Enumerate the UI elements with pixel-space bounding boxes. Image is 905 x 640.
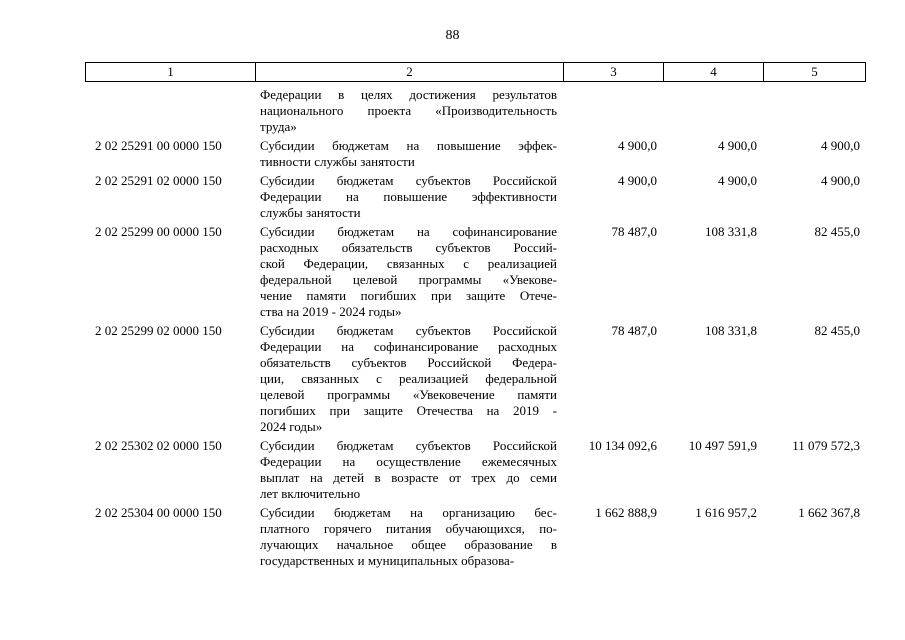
table-row: [85, 87, 864, 135]
budget-table-body: [85, 87, 864, 572]
description-line: погибших при защите Отечества на 2019 -: [260, 403, 557, 418]
description-line: государственных и муниципальных образова-: [260, 553, 515, 568]
description-line: Федерации на осуществление ежемесячных: [260, 454, 557, 469]
description: [255, 173, 563, 221]
description: [255, 87, 563, 135]
header-col-5: 5: [811, 64, 818, 79]
description-line: Федерации на софинансирование расходных: [260, 339, 557, 354]
description-line: Субсидии бюджетам субъектов Российской: [260, 173, 557, 188]
amount-col-3: 10 134 092,6: [588, 438, 657, 453]
description-line: целевой программы «Увековечение памяти: [260, 387, 557, 402]
description-line: федеральной целевой программы «Увекове-: [260, 272, 557, 287]
amount-col-5: [763, 87, 864, 135]
description-line: Федерации на повышение эффективности: [260, 189, 557, 204]
description-line: Федерации в целях достижения результатов: [260, 87, 557, 102]
description: [255, 224, 563, 320]
description-line: Субсидии бюджетам на софинансирование: [260, 224, 557, 239]
amount-col-5: 4 900,0: [821, 173, 860, 188]
budget-code: 2 02 25304 00 0000 150: [95, 505, 222, 520]
page-number: 88: [445, 28, 460, 43]
amount-col-4: 108 331,8: [705, 224, 757, 239]
amount-col-5: 1 662 367,8: [798, 505, 860, 520]
description: [255, 505, 563, 569]
description-line: выплат на детей в возрасте от трех до семи: [260, 470, 557, 485]
description: [255, 438, 563, 502]
description-line: ции, связанных с реализацией федеральной: [260, 371, 557, 386]
description-line: расходных обязательств субъектов Россий-: [260, 240, 557, 255]
table-row: [85, 438, 864, 502]
description-line: лучающих начальное общее образование в: [260, 537, 557, 552]
description-line: труда»: [260, 119, 297, 134]
description-line: обязательств субъектов Российской Федера-: [260, 355, 557, 370]
header-col-4: 4: [664, 63, 764, 81]
amount-col-4: 108 331,8: [705, 323, 757, 338]
description-line: платного горячего питания обучающихся, по-: [260, 521, 557, 536]
header-col-1: 1: [86, 63, 256, 81]
amount-col-5: 82 455,0: [814, 224, 860, 239]
table-row: [85, 323, 864, 435]
description-line: ской Федерации, связанных с реализацией: [260, 256, 557, 271]
amount-col-4: 4 900,0: [718, 138, 757, 153]
budget-code: 2 02 25302 02 0000 150: [95, 438, 222, 453]
table-row: [85, 173, 864, 221]
description-line: чение памяти погибших при защите Отече-: [260, 288, 557, 303]
amount-col-3: 4 900,0: [618, 138, 657, 153]
table-row: [85, 505, 864, 569]
description-line: службы занятости: [260, 205, 361, 220]
budget-code: 2 02 25299 02 0000 150: [95, 323, 222, 338]
description-line: 2024 годы»: [260, 419, 323, 434]
description: [255, 138, 563, 170]
description-line: Субсидии бюджетам субъектов Российской: [260, 438, 557, 453]
budget-code: 2 02 25299 00 0000 150: [95, 224, 222, 239]
amount-col-5: 4 900,0: [821, 138, 860, 153]
amount-col-4: 10 497 591,9: [688, 438, 757, 453]
table-row: [85, 138, 864, 170]
amount-col-4: [663, 87, 763, 135]
description-line: национального проекта «Производительность: [260, 103, 557, 118]
description-line: тивности службы занятости: [260, 154, 415, 169]
table-row: [85, 224, 864, 320]
description-line: Субсидии бюджетам на повышение эффек-: [260, 138, 557, 153]
budget-code: 2 02 25291 02 0000 150: [95, 173, 222, 188]
description-line: Субсидии бюджетам на организацию бес-: [260, 505, 557, 520]
amount-col-5: 82 455,0: [814, 323, 860, 338]
amount-col-4: 4 900,0: [718, 173, 757, 188]
amount-col-3: 1 662 888,9: [595, 505, 657, 520]
amount-col-5: 11 079 572,3: [792, 438, 860, 453]
description-line: лет включительно: [260, 486, 361, 501]
header-col-2: 2: [256, 63, 564, 81]
amount-col-3: [563, 87, 663, 135]
amount-col-3: 78 487,0: [611, 224, 657, 239]
amount-col-3: 78 487,0: [611, 323, 657, 338]
description-line: ства на 2019 - 2024 годы»: [260, 304, 402, 319]
table-header: [85, 62, 866, 82]
amount-col-3: 4 900,0: [618, 173, 657, 188]
description: [255, 323, 563, 435]
amount-col-4: 1 616 957,2: [695, 505, 757, 520]
description-line: Субсидии бюджетам субъектов Российской: [260, 323, 557, 338]
budget-code: [85, 87, 255, 135]
budget-code: 2 02 25291 00 0000 150: [95, 138, 222, 153]
header-col-3: 3: [564, 63, 664, 81]
